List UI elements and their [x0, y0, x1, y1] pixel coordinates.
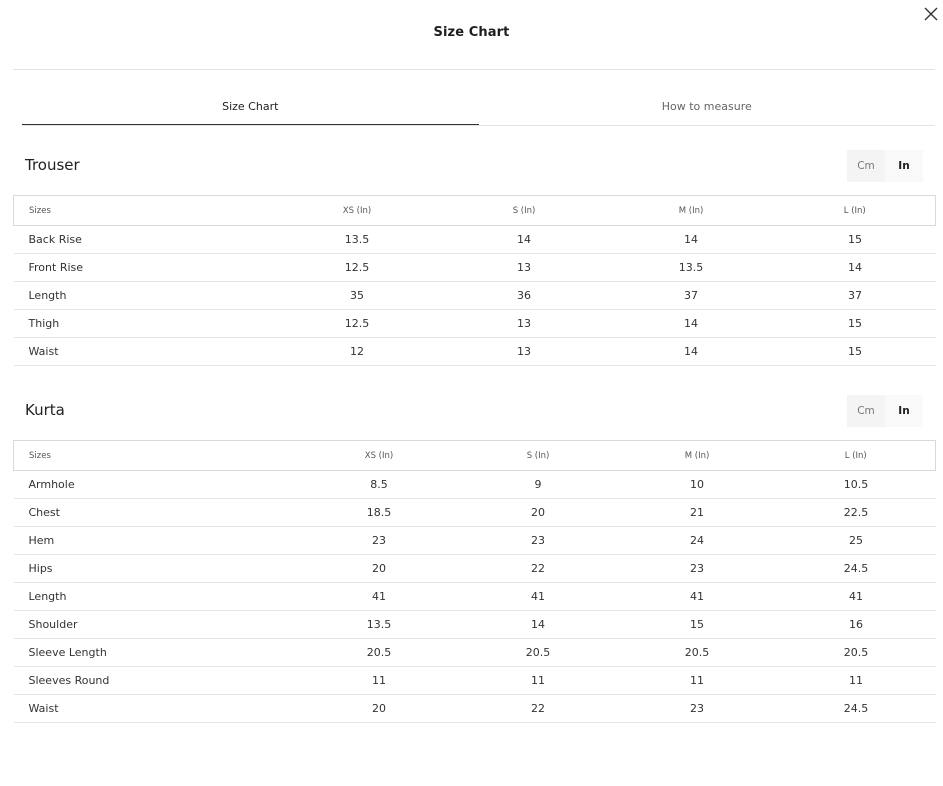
- size-value: 12.5: [274, 310, 441, 338]
- kurta-unit-in[interactable]: In: [885, 395, 923, 427]
- size-value: 24: [618, 527, 777, 555]
- size-value: 13: [441, 310, 608, 338]
- measurement-label: Chest: [14, 499, 300, 527]
- size-value: 11: [777, 667, 936, 695]
- table-header-row: [14, 441, 936, 471]
- size-value: 14: [608, 310, 775, 338]
- size-value: 8.5: [300, 471, 459, 499]
- table-row: [14, 611, 936, 639]
- size-value: 22: [459, 555, 618, 583]
- size-value: 10.5: [777, 471, 936, 499]
- measurement-label: Waist: [14, 695, 300, 723]
- size-value: 21: [618, 499, 777, 527]
- measurement-label: Hips: [14, 555, 300, 583]
- size-value: 14: [459, 611, 618, 639]
- size-value: 25: [777, 527, 936, 555]
- size-value: 41: [777, 583, 936, 611]
- table-row: [14, 555, 936, 583]
- tab-how-to-measure[interactable]: How to measure: [661, 100, 752, 113]
- table-row: [14, 667, 936, 695]
- measurement-label: Armhole: [14, 471, 300, 499]
- header-divider: [13, 69, 935, 70]
- size-value: 9: [459, 471, 618, 499]
- size-value: 10: [618, 471, 777, 499]
- column-header: XS (In): [300, 441, 459, 471]
- measurement-label: Waist: [14, 338, 274, 366]
- size-value: 23: [300, 527, 459, 555]
- size-value: 22.5: [777, 499, 936, 527]
- table-row: [14, 583, 936, 611]
- column-header: M (In): [608, 196, 775, 226]
- measurement-label: Back Rise: [14, 226, 274, 254]
- size-value: 20: [300, 555, 459, 583]
- trouser-unit-cm[interactable]: Cm: [857, 160, 875, 172]
- size-value: 37: [775, 282, 936, 310]
- size-value: 11: [618, 667, 777, 695]
- measurement-label: Length: [14, 282, 274, 310]
- column-header: Sizes: [14, 196, 274, 226]
- size-value: 23: [618, 695, 777, 723]
- tab-bar: [22, 90, 935, 126]
- measurement-label: Thigh: [14, 310, 274, 338]
- trouser-unit-toggle: [847, 150, 923, 182]
- size-value: 41: [300, 583, 459, 611]
- size-value: 20.5: [300, 639, 459, 667]
- size-value: 12: [274, 338, 441, 366]
- kurta-unit-cm[interactable]: Cm: [857, 405, 875, 417]
- table-row: [14, 527, 936, 555]
- modal-title: Size Chart: [433, 25, 510, 40]
- size-value: 20: [459, 499, 618, 527]
- size-value: 14: [441, 226, 608, 254]
- kurta-title: Kurta: [25, 401, 65, 419]
- column-header: L (In): [777, 441, 936, 471]
- size-value: 35: [274, 282, 441, 310]
- size-value: 41: [459, 583, 618, 611]
- size-value: 36: [441, 282, 608, 310]
- size-value: 13: [441, 254, 608, 282]
- size-value: 22: [459, 695, 618, 723]
- kurta-section-header: [25, 395, 923, 427]
- table-row: [14, 338, 936, 366]
- size-value: 14: [608, 338, 775, 366]
- trouser-size-table: [13, 195, 936, 366]
- size-value: 18.5: [300, 499, 459, 527]
- tab-size-chart[interactable]: Size Chart: [22, 90, 479, 125]
- table-row: [14, 471, 936, 499]
- measurement-label: Shoulder: [14, 611, 300, 639]
- trouser-unit-in[interactable]: In: [885, 150, 923, 182]
- kurta-size-table: [13, 440, 936, 723]
- size-value: 23: [618, 555, 777, 583]
- size-value: 14: [608, 226, 775, 254]
- column-header: M (In): [618, 441, 777, 471]
- size-value: 23: [459, 527, 618, 555]
- size-value: 20: [300, 695, 459, 723]
- table-row: [14, 499, 936, 527]
- measurement-label: Sleeve Length: [14, 639, 300, 667]
- size-value: 41: [618, 583, 777, 611]
- kurta-unit-toggle: [847, 395, 923, 427]
- size-value: 15: [775, 310, 936, 338]
- table-row: [14, 282, 936, 310]
- measurement-label: Length: [14, 583, 300, 611]
- size-value: 13.5: [300, 611, 459, 639]
- size-value: 12.5: [274, 254, 441, 282]
- size-value: 14: [775, 254, 936, 282]
- size-value: 13.5: [608, 254, 775, 282]
- size-value: 24.5: [777, 695, 936, 723]
- size-value: 20.5: [618, 639, 777, 667]
- column-header: XS (In): [274, 196, 441, 226]
- measurement-label: Hem: [14, 527, 300, 555]
- measurement-label: Front Rise: [14, 254, 274, 282]
- column-header: Sizes: [14, 441, 300, 471]
- size-value: 37: [608, 282, 775, 310]
- size-value: 16: [777, 611, 936, 639]
- column-header: S (In): [441, 196, 608, 226]
- size-value: 13.5: [274, 226, 441, 254]
- size-value: 15: [775, 226, 936, 254]
- trouser-title: Trouser: [25, 156, 80, 174]
- table-row: [14, 226, 936, 254]
- size-value: 11: [300, 667, 459, 695]
- table-row: [14, 310, 936, 338]
- close-icon: [922, 5, 940, 23]
- table-row: [14, 695, 936, 723]
- size-value: 15: [618, 611, 777, 639]
- size-value: 11: [459, 667, 618, 695]
- size-value: 24.5: [777, 555, 936, 583]
- size-value: 20.5: [459, 639, 618, 667]
- table-header-row: [14, 196, 936, 226]
- column-header: L (In): [775, 196, 936, 226]
- column-header: S (In): [459, 441, 618, 471]
- table-row: [14, 254, 936, 282]
- measurement-label: Sleeves Round: [14, 667, 300, 695]
- size-value: 13: [441, 338, 608, 366]
- size-value: 15: [775, 338, 936, 366]
- table-row: [14, 639, 936, 667]
- close-button[interactable]: [922, 5, 940, 23]
- size-value: 20.5: [777, 639, 936, 667]
- trouser-section-header: [25, 150, 923, 182]
